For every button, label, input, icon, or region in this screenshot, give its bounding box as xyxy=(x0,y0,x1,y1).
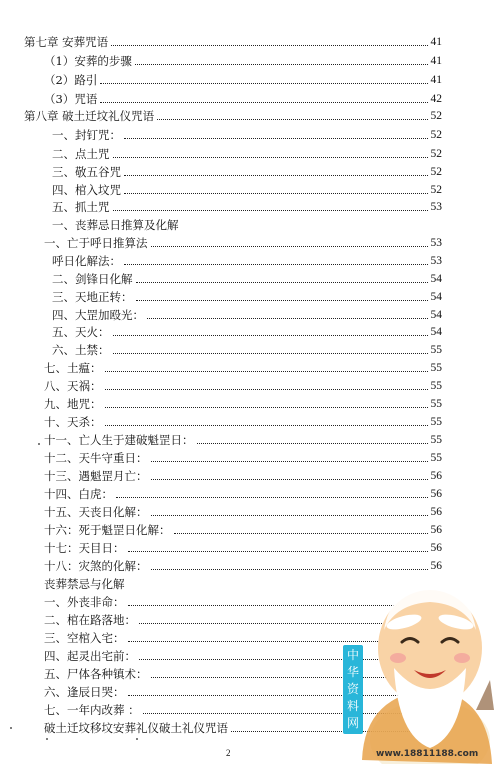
toc-entry[interactable] xyxy=(52,161,442,180)
toc-entry-label: 第八章 破土迁坟礼仪咒语 xyxy=(24,109,155,123)
toc-entry-label: 十七：天目日： xyxy=(44,541,125,555)
toc-section-heading xyxy=(52,214,442,233)
dot-leader xyxy=(113,157,428,158)
dot-leader xyxy=(105,407,428,408)
toc-entry-page: 42 xyxy=(430,93,442,105)
toc-entry-page: 52 xyxy=(430,110,442,122)
toc-entry-page: 52 xyxy=(430,129,442,141)
dot-leader xyxy=(105,425,428,426)
toc-entry-label: 三、天地正转： xyxy=(52,290,133,304)
toc-entry-page: 55 xyxy=(430,452,442,464)
toc-entry-label: 十四、白虎： xyxy=(44,487,113,501)
toc-entry-page: 55 xyxy=(430,434,442,446)
toc-entry-label: 一、封钉咒： xyxy=(52,128,121,142)
dot-leader xyxy=(105,389,428,390)
toc-entry-page: 41 xyxy=(430,74,442,86)
dot-leader xyxy=(197,443,428,444)
toc-entry[interactable] xyxy=(52,268,442,287)
dot-leader xyxy=(113,353,428,354)
toc-entry-page: 54 xyxy=(430,273,442,285)
watermark-char: 华 xyxy=(346,665,359,679)
toc-entry[interactable] xyxy=(52,143,442,162)
toc-entry[interactable] xyxy=(24,105,442,124)
toc-entry[interactable] xyxy=(24,31,442,50)
dot-leader xyxy=(151,246,428,247)
toc-entry[interactable] xyxy=(44,69,442,88)
toc-entry-page: 55 xyxy=(430,416,442,428)
toc-entry-page: 52 xyxy=(430,184,442,196)
toc-entry[interactable] xyxy=(52,286,442,305)
toc-entry-label: 五、天火： xyxy=(52,325,110,339)
dot-leader xyxy=(147,318,428,319)
toc-entry[interactable] xyxy=(52,196,442,215)
toc-entry[interactable] xyxy=(44,411,442,430)
toc-entry-label: 一、丧葬忌日推算及化解 xyxy=(52,218,179,232)
dot-leader xyxy=(128,551,428,552)
scan-speck xyxy=(136,738,138,740)
watermark-char: 网 xyxy=(346,716,359,730)
toc-entry-label: 十八：灾煞的化解： xyxy=(44,559,148,573)
scan-speck xyxy=(10,727,12,729)
toc-entry-label: 二、剑锋日化解 xyxy=(52,272,133,286)
dot-leader xyxy=(151,515,428,516)
toc-entry-page: 55 xyxy=(430,344,442,356)
dot-leader xyxy=(174,533,428,534)
toc-entry-page: 54 xyxy=(430,291,442,303)
scan-speck xyxy=(38,443,40,445)
dot-leader xyxy=(113,210,428,211)
toc-entry-label: （3）咒语 xyxy=(44,92,98,106)
toc-entry[interactable] xyxy=(44,232,442,251)
toc-entry-page: 53 xyxy=(430,237,442,249)
toc-entry-label: 十六：死于魁罡日化解： xyxy=(44,523,171,537)
watermark-label xyxy=(343,645,363,734)
toc-entry[interactable] xyxy=(44,50,442,69)
toc-entry[interactable] xyxy=(44,375,442,394)
dot-leader xyxy=(100,83,427,84)
toc-entry-label: 七、一年内改葬 ： xyxy=(44,703,140,717)
dot-leader xyxy=(151,479,428,480)
toc-entry-label: 八、天祸： xyxy=(44,379,102,393)
toc-entry-page: 56 xyxy=(430,560,442,572)
toc-entry-label: 十、天杀： xyxy=(44,415,102,429)
toc-entry[interactable] xyxy=(44,537,442,556)
toc-entry-label: 七、土瘟： xyxy=(44,361,102,375)
watermark-url[interactable]: www.18811188.com xyxy=(376,749,479,759)
toc-entry-page: 53 xyxy=(430,201,442,213)
toc-entry-label: 五、抓土咒 xyxy=(52,200,110,214)
toc-entry-label: 三、空棺入宅： xyxy=(44,631,125,645)
dot-leader xyxy=(124,264,428,265)
dot-leader xyxy=(157,119,427,120)
toc-entry-label: 五、尸体各种镇术： xyxy=(44,667,148,681)
toc-entry[interactable] xyxy=(44,393,442,412)
dot-leader xyxy=(100,102,427,103)
dot-leader xyxy=(105,371,428,372)
toc-entry-page: 41 xyxy=(430,36,442,48)
toc-entry-label: 六、逢辰日哭： xyxy=(44,685,125,699)
dot-leader xyxy=(124,138,428,139)
toc-entry-label: 一、亡于呼日推算法 xyxy=(44,236,148,250)
toc-entry-page: 56 xyxy=(430,488,442,500)
watermark-mascot-icon xyxy=(344,560,494,764)
toc-entry-page: 55 xyxy=(430,398,442,410)
toc-entry-page: 41 xyxy=(430,55,442,67)
toc-entry[interactable] xyxy=(52,250,442,269)
dot-leader xyxy=(124,175,428,176)
toc-entry-label: （2）路引 xyxy=(44,73,98,87)
toc-entry[interactable] xyxy=(44,429,442,448)
toc-entry-label: 六、土禁： xyxy=(52,343,110,357)
toc-entry-label: 三、敬五谷咒 xyxy=(52,165,121,179)
toc-entry-label: 十三、遇魁罡月亡： xyxy=(44,469,148,483)
dot-leader xyxy=(116,497,428,498)
toc-entry-label: 第七章 安葬咒语 xyxy=(24,35,109,49)
toc-entry-label: 九、地咒： xyxy=(44,397,102,411)
dot-leader xyxy=(111,45,427,46)
toc-entry[interactable] xyxy=(44,465,442,484)
toc-entry[interactable] xyxy=(44,447,442,466)
page-number: 2 xyxy=(226,748,231,758)
toc-entry-label: 丧葬禁忌与化解 xyxy=(44,577,125,591)
dot-leader xyxy=(135,64,428,65)
toc-entry-label: 四、起灵出宅前： xyxy=(44,649,136,663)
toc-entry[interactable] xyxy=(52,124,442,143)
toc-entry-page: 56 xyxy=(430,542,442,554)
toc-entry[interactable] xyxy=(44,501,442,520)
toc-entry-page: 56 xyxy=(430,506,442,518)
toc-entry-page: 54 xyxy=(430,309,442,321)
dot-leader xyxy=(151,461,428,462)
toc-entry[interactable] xyxy=(44,519,442,538)
toc-entry-page: 56 xyxy=(430,470,442,482)
toc-entry-label: 四、棺入坟咒 xyxy=(52,183,121,197)
toc-entry-label: 二、点土咒 xyxy=(52,147,110,161)
scan-speck xyxy=(46,738,48,740)
toc-entry[interactable] xyxy=(52,321,442,340)
dot-leader xyxy=(124,193,428,194)
watermark-char: 料 xyxy=(346,699,359,713)
toc-entry-page: 55 xyxy=(430,380,442,392)
toc-entry-label: （1）安葬的步骤 xyxy=(44,54,132,68)
dot-leader xyxy=(113,335,428,336)
watermark-char: 资 xyxy=(346,682,359,696)
toc-entry[interactable] xyxy=(44,483,442,502)
toc-entry-page: 53 xyxy=(430,255,442,267)
toc-entry-page: 56 xyxy=(430,524,442,536)
toc-entry-label: 一、外丧非命： xyxy=(44,595,125,609)
toc-entry-page: 55 xyxy=(430,362,442,374)
toc-entry-label: 破土迁坟移坟安葬礼仪破土礼仪咒语 xyxy=(44,721,228,735)
toc-entry-label: 十五、天丧日化解： xyxy=(44,505,148,519)
dot-leader xyxy=(136,300,428,301)
toc-entry-label: 呼日化解法： xyxy=(52,254,121,268)
toc-entry[interactable] xyxy=(44,357,442,376)
toc-entry-label: 十二、天牛守重日： xyxy=(44,451,148,465)
toc-entry-label: 十一、亡人生于建破魁罡日： xyxy=(44,433,194,447)
watermark-char: 中 xyxy=(346,648,359,662)
toc-entry-label: 四、大罡加殴光： xyxy=(52,308,144,322)
toc-entry-label: 二、棺在路落地： xyxy=(44,613,136,627)
toc-entry-page: 52 xyxy=(430,148,442,160)
toc-entry[interactable] xyxy=(52,339,442,358)
toc-entry-page: 52 xyxy=(430,166,442,178)
dot-leader xyxy=(136,282,428,283)
toc-entry-page: 54 xyxy=(430,326,442,338)
